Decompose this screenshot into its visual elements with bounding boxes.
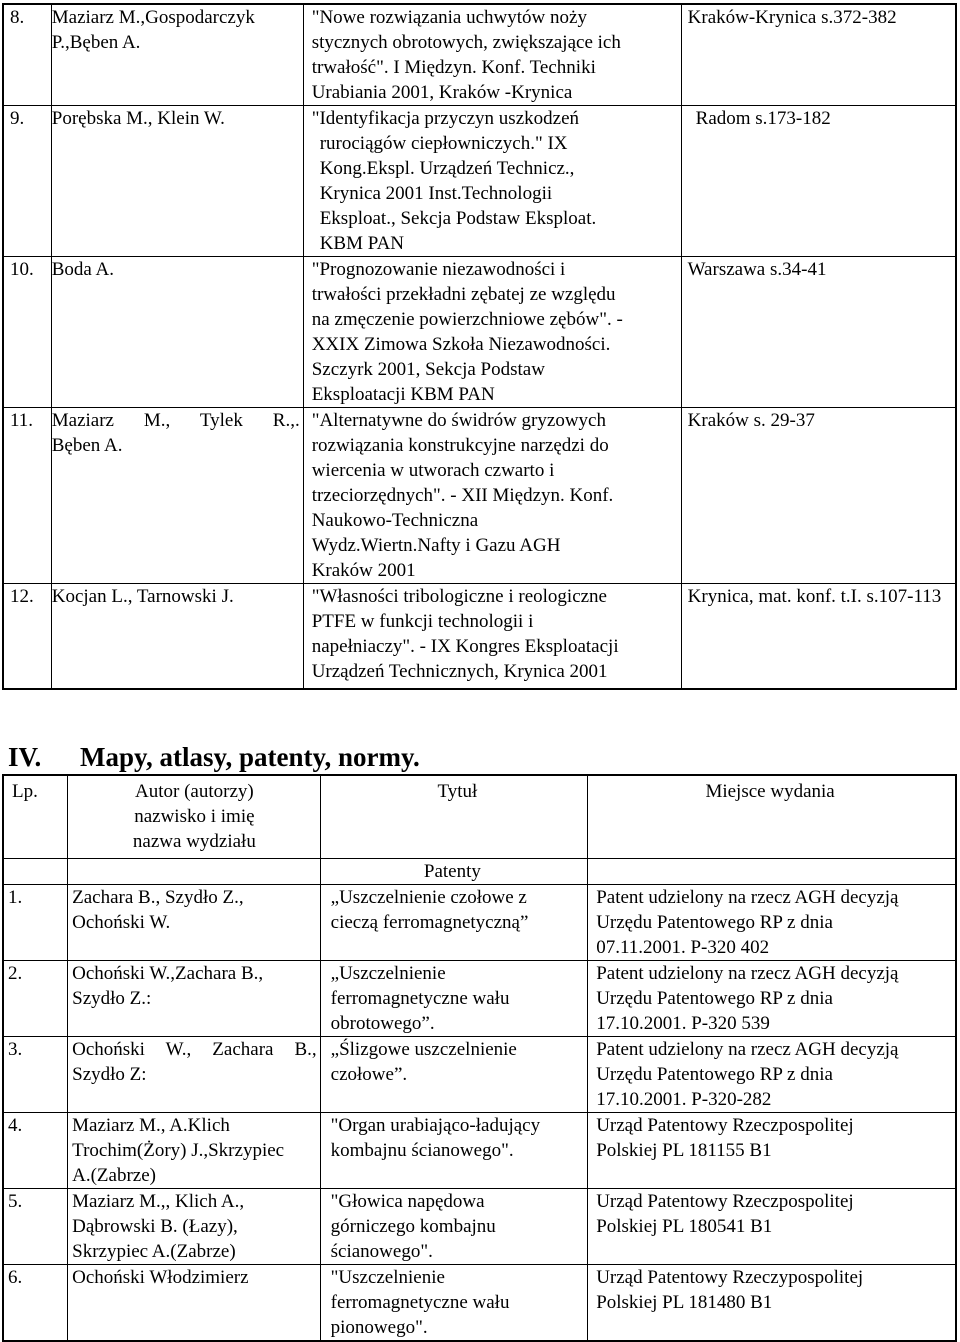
row-place: Patent udzielony na rzecz AGH decyzją Urzędu Patentowego RP z dnia 07.11.2001. P-320 402 [588,885,956,961]
row-place: Urząd Patentowy Rzeczpospolitej Polskiej PL 181155 B1 [588,1113,956,1189]
row-title: "Własności tribologiczne i reologiczne PTFE w funkcji technologii i napełniaczy". - IX Kongres Eksploatacji Urządzeń Technicznych, Krynica 2001 [303,584,681,690]
row-title: "Prognozowanie niezawodności i trwałości przekładni zębatej ze względu na zmęczenie powierzchniowe zębów". - XXIX Zimowa Szkoła Niezawodności. Szczyrk 2001, Sekcja Podstaw Eksploatacji KBM PAN [303,257,681,408]
row-authors: Ochoński W., Zachara B., Szydło Z: [68,1037,321,1113]
table-row [3,961,956,1037]
row-authors: Porębska M., Klein W. [51,106,303,257]
table-row [3,408,956,584]
row-place: Krynica, mat. konf. t.I. s.107-113 [681,584,956,690]
row-number: 8. [3,4,51,106]
table-row [3,4,956,106]
row-title: "Głowica napędowa górniczego kombajnu ścianowego". [320,1189,588,1265]
header-lp: Lp. [3,775,68,859]
row-title: "Uszczelnienie ferromagnetyczne wału pionowego". [320,1265,588,1342]
row-place: Kraków s. 29-37 [681,408,956,584]
table-row [3,257,956,408]
table-row [3,106,956,257]
table-row [3,584,956,690]
row-number: 11. [3,408,51,584]
row-authors: Maziarz M.,Gospodarczyk P.,Bęben A. [51,4,303,106]
table-row [3,885,956,961]
row-place: Patent udzielony na rzecz AGH decyzją Urzędu Patentowego RP z dnia 17.10.2001. P-320-282 [588,1037,956,1113]
row-number: 2. [3,961,68,1037]
row-place: Urząd Patentowy Rzeczpospolitej Polskiej PL 180541 B1 [588,1189,956,1265]
row-place: Kraków-Krynica s.372-382 [681,4,956,106]
row-authors: Maziarz M., Tylek R.,. Bęben A. [51,408,303,584]
table-row [3,1113,956,1189]
row-number: 1. [3,885,68,961]
row-title: "Identyfikacja przyczyn uszkodzeń rurociągów ciepłowniczych." IX Kong.Ekspl. Urządzeń Technicz., Krynica 2001 Inst.Technologii Eksploat., Sekcja Podstaw Eksploat. KBM PAN [303,106,681,257]
row-title: "Alternatywne do świdrów gryzowych rozwiązania konstrukcyjne narzędzi do wiercenia w utworach czwarto i trzeciorzędnych". - XII Międzyn. Konf. Naukowo-Techniczna Wydz.Wiertn.Nafty i Gazu AGH Kraków 2001 [303,408,681,584]
table-row [3,1265,956,1342]
row-number: 3. [3,1037,68,1113]
row-authors: Maziarz M., A.Klich Trochim(Żory) J.,Skrzypiec A.(Zabrze) [68,1113,321,1189]
row-title: "Nowe rozwiązania uchwytów noży stycznych obrotowych, zwiększające ich trwałość". I Międzyn. Konf. Techniki Urabiania 2001, Kraków -Krynica [303,4,681,106]
row-place: Warszawa s.34-41 [681,257,956,408]
row-number: 6. [3,1265,68,1342]
row-place: Urząd Patentowy Rzeczypospolitej Polskiej PL 181480 B1 [588,1265,956,1342]
row-number: 5. [3,1189,68,1265]
section-title: Mapy, atlasy, patenty, normy. [80,742,420,772]
row-authors: Boda A. [51,257,303,408]
row-authors: Ochoński Włodzimierz [68,1265,321,1342]
row-number: 10. [3,257,51,408]
row-title: „Uszczelnienie czołowe z cieczą ferromagnetyczną” [320,885,588,961]
table-row [3,1037,956,1113]
row-title: „Ślizgowe uszczelnienie czołowe”. [320,1037,588,1113]
row-title: „Uszczelnienie ferromagnetyczne wału obrotowego”. [320,961,588,1037]
row-authors: Zachara B., Szydło Z., Ochoński W. [68,885,321,961]
table-row [3,1189,956,1265]
patents-table [2,774,957,1342]
row-authors: Ochoński W.,Zachara B., Szydło Z.: [68,961,321,1037]
header-title: Tytuł [320,775,588,859]
header-author: Autor (autorzy) nazwisko i imię nazwa wydziału [68,775,321,859]
row-number: 9. [3,106,51,257]
row-place: Patent udzielony na rzecz AGH decyzją Urzędu Patentowego RP z dnia 17.10.2001. P-320 539 [588,961,956,1037]
row-title: "Organ urabiająco-ładujący kombajnu ścianowego". [320,1113,588,1189]
row-number: 4. [3,1113,68,1189]
row-place: Radom s.173-182 [681,106,956,257]
subheading-patenty: Patenty [320,859,588,885]
table-header-row [3,775,956,859]
row-authors: Maziarz M.,, Klich A., Dąbrowski B. (Łazy), Skrzypiec A.(Zabrze) [68,1189,321,1265]
section-number: IV. [8,742,42,772]
publications-table [2,3,957,690]
row-authors: Kocjan L., Tarnowski J. [51,584,303,690]
subheading-row [3,859,956,885]
header-place: Miejsce wydania [588,775,956,859]
section-heading [8,741,420,773]
row-number: 12. [3,584,51,690]
